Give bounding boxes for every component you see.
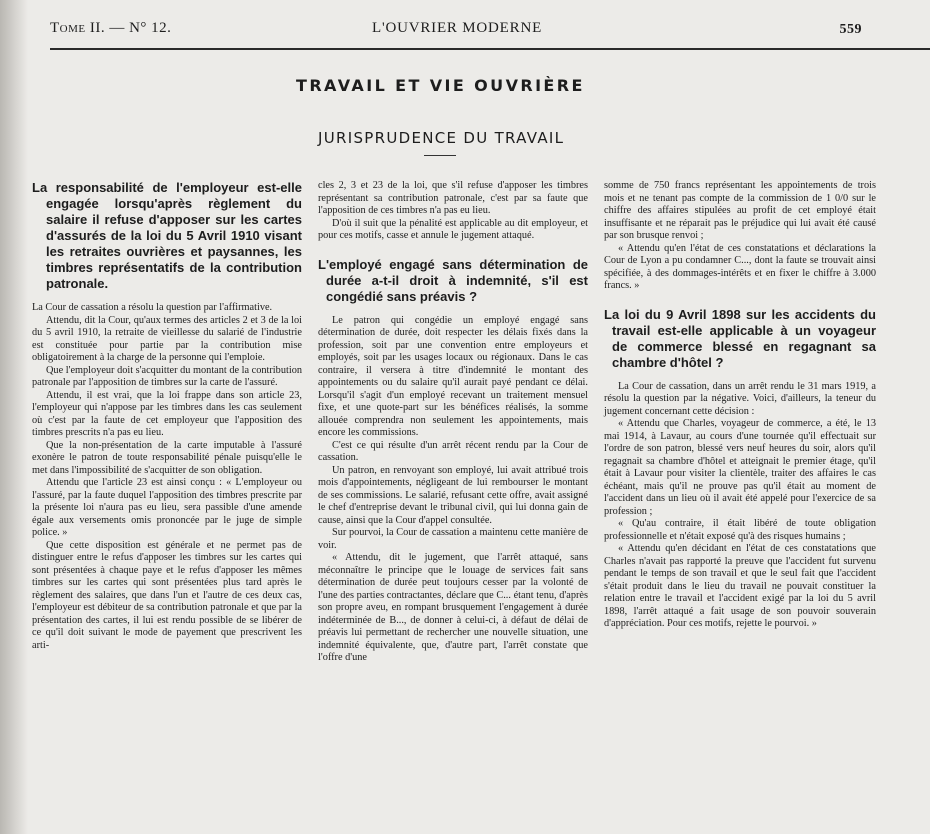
paragraph: cles 2, 3 et 23 de la loi, que s'il refuse d'apposer les timbres représentant sa contribution patronale, c'est par sa faute que l'apposition de ces timbres n'a pas eu lieu.: [318, 180, 588, 216]
paragraph: « Attendu qu'en l'état de ces constatations et déclarations la Cour de Lyon a pu condamner C..., dont la faute se trouvait ainsi spécifiée, à des dommages-intérêts et en fixer le chiffre à 3.000 francs. »: [604, 242, 876, 291]
article-heading-3: La loi du 9 Avril 1898 sur les accidents du travail est-elle applicable à un voyageur de commerce blessé en regagnant sa chambre d'hôtel ?: [604, 306, 876, 370]
paragraph: Attendu, il est vrai, que la loi frappe dans son article 23, l'employeur qui n'appose par les timbres dans les cas seulement où c'est par la faute de cet employeur que l'apposition des timbres prescrits n'a pas eu lieu.: [32, 389, 302, 438]
column-3: [604, 180, 876, 631]
page-edge-shadow: [0, 0, 28, 834]
paragraph: « Attendu, dit le jugement, que l'arrêt attaqué, sans méconnaître le principe que le louage de services fait sans détermination de durée peut toujours cesser par la volonté de l'une des parties contractantes, déclare que C... étant tenu, d'après son propre aveu, en rompant brusquement l'engagement à durée indéterminée de B..., de donner à celui-ci, à défaut de délai de préavis lui permettant de rechercher une nouvelle situation, une indemnité équivalente, que, d'autre part, l'arrêt constate que l'offre d'une: [318, 552, 588, 663]
volume-issue: Tome II. — N° 12.: [50, 20, 172, 36]
paragraph: somme de 750 francs représentant les appointements de trois mois et ne tenant pas compte de la commission de 1 0/0 sur le chiffre des affaires stipulées au profit de cet employé était insuffisante et ne réparait pas le préjudice qui lui avait été causé par son brusque renvoi ;: [604, 180, 876, 241]
column-1: [32, 180, 302, 652]
paragraph: Un patron, en renvoyant son employé, lui avait attribué trois mois d'appointements, négligeant de lui rembourser le montant de ses commissions. Le salarié, refusant cette offre, avait assigné le chef d'entreprise devant le tribunal civil, qui lui donna gain de cause, ainsi que la Cour d'appel consultée.: [318, 464, 588, 526]
paragraph: Le patron qui congédie un employé engagé sans détermination de durée, doit respecter les délais fixés dans la profession, soit par une convention entre employeurs et employés, soit par les usages locaux ou régionaux. Dans le cas contraire, il versera à titre d'indemnité le montant des appointements ou du salaire qu'il aurait payé pendant ce délai. Lorsqu'il s'agit d'un employé recevant un traitement mensuel fixe, et une quote-part sur les bénéfices réalisés, la somme allouée comprendra non seulement les appointements, mais encore les commissions.: [318, 314, 588, 438]
spacer: [604, 293, 876, 307]
paragraph: Attendu, dit la Cour, qu'aux termes des articles 2 et 3 de la loi du 5 avril 1910, la retraite de vieillesse du salarié de l'industrie est constituée pour partie par la contribution mise obligatoirement à la charge de la personne qui l'emploie.: [32, 314, 302, 363]
paragraph: La Cour de cassation a résolu la question par l'affirmative.: [32, 302, 273, 313]
paragraph: Que cette disposition est générale et ne permet pas de distinguer entre le refus d'apposer les timbres sur les cartes qui sont présentées à chaque paye et le refus d'apposer les mêmes timbres sur les cartes qui sont présentées plus tard après le règlement des salaires, que dans l'un et l'autre de ces deux cas, l'employeur est débiteur de sa contribution patronale et que par la présentation des cartes, il lui est rendu possible de se libérer de ce qu'il doit suivant le mode de payement que prescrivent les arti-: [32, 539, 302, 651]
section-title: TRAVAIL ET VIE OUVRIÈRE: [296, 76, 585, 95]
journal-name: L'OUVRIER MODERNE: [372, 20, 543, 36]
header-rule: [50, 48, 930, 50]
paragraph: La Cour de cassation, dans un arrêt rendu le 31 mars 1919, a résolu la question par la négative. Voici, d'ailleurs, la teneur du jugement concernant cette décision :: [604, 380, 876, 417]
paragraph: Attendu que l'article 23 est ainsi conçu : « L'employeur ou l'assuré, par la faute duquel l'apposition des timbres prescrite par la présente loi n'aura pas eu lieu, sera passible d'une amende égale aux versements omis prononcée par le juge de simple police. »: [32, 477, 302, 538]
paragraph: « Attendu que Charles, voyageur de commerce, a été, le 13 mai 1914, à Lavaur, au cours d'une tournée qu'il effectuait sur l'ordre de son patron, blessé vers neuf heures du soir, alors qu'il regagnait sa chambre d'hôtel et atteignait le premier étage, qu'il était à Lavaur pour visiter la clientèle, traiter des affaires le cas échéant, mais qu'il ne prouve pas qu'il était au moment de l'accident dans un lieu où il avait été appelé pour l'exercice de sa profession ;: [604, 418, 876, 517]
article-heading-2: L'employé engagé sans détermination de durée a-t-il droit à indemnité, s'il est congédié sans préavis ?: [318, 256, 588, 304]
paragraph: Que la non-présentation de la carte imputable à l'assuré exonère le patron de toute responsabilité pénale puisqu'elle le met dans l'impossibilité de s'acquitter de son obligation.: [32, 439, 302, 476]
section-subtitle: JURISPRUDENCE DU TRAVAIL: [318, 129, 565, 147]
paragraph: « Attendu qu'en décidant en l'état de ces constatations que Charles n'avait pas rapporté la preuve que l'accident fut survenu pendant le temps de son travail et que le seul fait que l'accident s'était produit dans le lieu du travail ne pouvait constituer la relation entre le travail et l'accident exigé par la loi du 5 avril 1898, l'arrêt attaqué a fait usage de son pouvoir souverain d'appréciation. Pour ces motifs, rejette le pourvoi. »: [604, 543, 876, 629]
running-head: [50, 18, 862, 42]
article-heading-1: La responsabilité de l'employeur est-elle engagée lorsqu'après règlement du salaire il refuse d'apposer sur les cartes d'assurés de la loi du 5 Avril 1910 visant les retraites ouvrières et paysannes, les timbres représentatifs de la contribution patronale.: [32, 180, 302, 291]
paragraph: D'où il suit que la pénalité est applicable au dit employeur, et pour ces motifs, casse et annule le jugement attaqué.: [318, 217, 588, 241]
paragraph: C'est ce qui résulte d'un arrêt récent rendu par la Cour de cassation.: [318, 439, 588, 463]
subtitle-rule: [424, 155, 456, 156]
page-number: 559: [839, 22, 862, 37]
paragraph: Sur pourvoi, la Cour de cassation a maintenu cette manière de voir.: [318, 527, 588, 551]
column-2: [318, 180, 588, 665]
paragraph: « Qu'au contraire, il était libéré de toute obligation professionnelle et n'était exposé qu'à des risques humains ;: [604, 518, 876, 542]
paragraph: Que l'employeur doit s'acquitter du montant de la contribution patronale par l'apposition de timbres sur la carte de l'assuré.: [32, 364, 302, 388]
spacer: [318, 243, 588, 257]
